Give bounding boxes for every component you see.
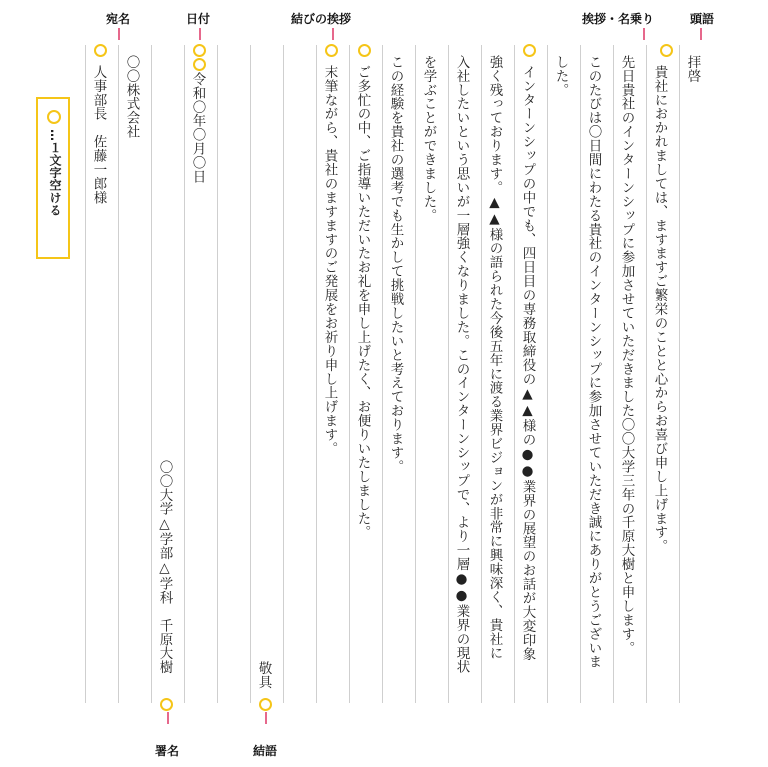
rule-line xyxy=(448,45,449,703)
letter-paragraph-4a: インターンシップの中でも、四日目の専務取締役の▲▲様の●●業界の展望のお話が大変印象 xyxy=(519,65,536,661)
letter-keigu: 敬具 xyxy=(255,661,272,689)
legend-text: …１文字空ける xyxy=(48,129,62,217)
indent-marker-icon xyxy=(160,698,173,711)
label-shomei: 署名 xyxy=(155,744,180,758)
rule-line xyxy=(547,45,548,703)
rule-line xyxy=(151,45,152,703)
rule-line xyxy=(646,45,647,703)
rule-line xyxy=(679,45,680,703)
letter-paragraph-6: ご多忙の中、ご指導いただいたお礼を申し上げたく、お便りいたしました。 xyxy=(354,65,371,540)
label-tick xyxy=(700,28,702,40)
label-tick xyxy=(118,28,120,40)
label-tougo: 頭語 xyxy=(690,12,715,26)
letter-paragraph-4c: 入社したいという思いが一層強くなりました。このインターンシップで、より一層●●業界の現状 xyxy=(453,55,470,674)
indent-marker-icon xyxy=(523,44,536,57)
rule-line xyxy=(481,45,482,703)
indent-marker-icon xyxy=(325,44,338,57)
label-atena: 宛名 xyxy=(106,12,131,26)
indent-marker-icon xyxy=(358,44,371,57)
indent-marker-icon xyxy=(259,698,272,711)
rule-line xyxy=(118,45,119,703)
rule-line xyxy=(514,45,515,703)
rule-line xyxy=(613,45,614,703)
rule-line xyxy=(316,45,317,703)
letter-paragraph-2: 先日貴社のインターンシップに参加させていただきました〇〇大学三年の千原大樹と申します。 xyxy=(618,55,635,655)
letter-recipient: 人事部長 佐藤一郎様 xyxy=(90,65,107,205)
label-hizuke: 日付 xyxy=(186,12,211,26)
label-tick xyxy=(167,712,169,724)
letter-haikei: 拝啓 xyxy=(684,55,701,83)
indent-marker-icon xyxy=(660,44,673,57)
letter-paragraph-3b: した。 xyxy=(552,55,569,97)
rule-line xyxy=(349,45,350,703)
rule-line xyxy=(184,45,185,703)
letter-date: 令和〇年〇月〇日 xyxy=(189,72,206,184)
rule-line xyxy=(85,45,86,703)
letter-paragraph-4b: 強く残っております。▲▲様の語られた今後五年に渡る業界ビジョンが非常に興味深く、貴社に xyxy=(486,55,503,660)
letter-paragraph-1: 貴社におかれましては、ますますご繁栄のことと心からお喜び申し上げます。 xyxy=(651,65,668,554)
circle-marker-icon xyxy=(47,110,61,124)
label-ketsugo: 結語 xyxy=(253,744,278,758)
letter-paragraph-3a: このたびは〇日間にわたる貴社のインターンシップに参加させていただき誠にありがとうございま xyxy=(585,55,602,669)
rule-line xyxy=(217,45,218,703)
label-tick xyxy=(199,28,201,40)
rule-line xyxy=(382,45,383,703)
rule-line xyxy=(580,45,581,703)
letter-paragraph-7: 末筆ながら、貴社のますますのご発展をお祈り申し上げます。 xyxy=(321,65,338,456)
rule-line xyxy=(283,45,284,703)
indent-marker-icon xyxy=(193,58,206,71)
label-tick xyxy=(332,28,334,40)
label-tick xyxy=(265,712,267,724)
letter-signature: 〇〇大学△学部△学科 千原大樹 xyxy=(156,460,173,675)
label-aisatsu: 挨拶・名乗り xyxy=(582,12,655,26)
indent-marker-icon xyxy=(193,44,206,57)
label-musubi: 結びの挨拶 xyxy=(291,12,352,26)
rule-line xyxy=(415,45,416,703)
legend-box xyxy=(36,97,70,259)
indent-marker-icon xyxy=(94,44,107,57)
letter-paragraph-4d: を学ぶことができました。 xyxy=(420,55,437,223)
letter-paragraph-5: この経験を貴社の選考でも生かして挑戦したいと考えております。 xyxy=(387,55,404,474)
rule-line xyxy=(250,45,251,703)
letter-company: 〇〇株式会社 xyxy=(123,55,140,139)
label-tick xyxy=(643,28,645,40)
